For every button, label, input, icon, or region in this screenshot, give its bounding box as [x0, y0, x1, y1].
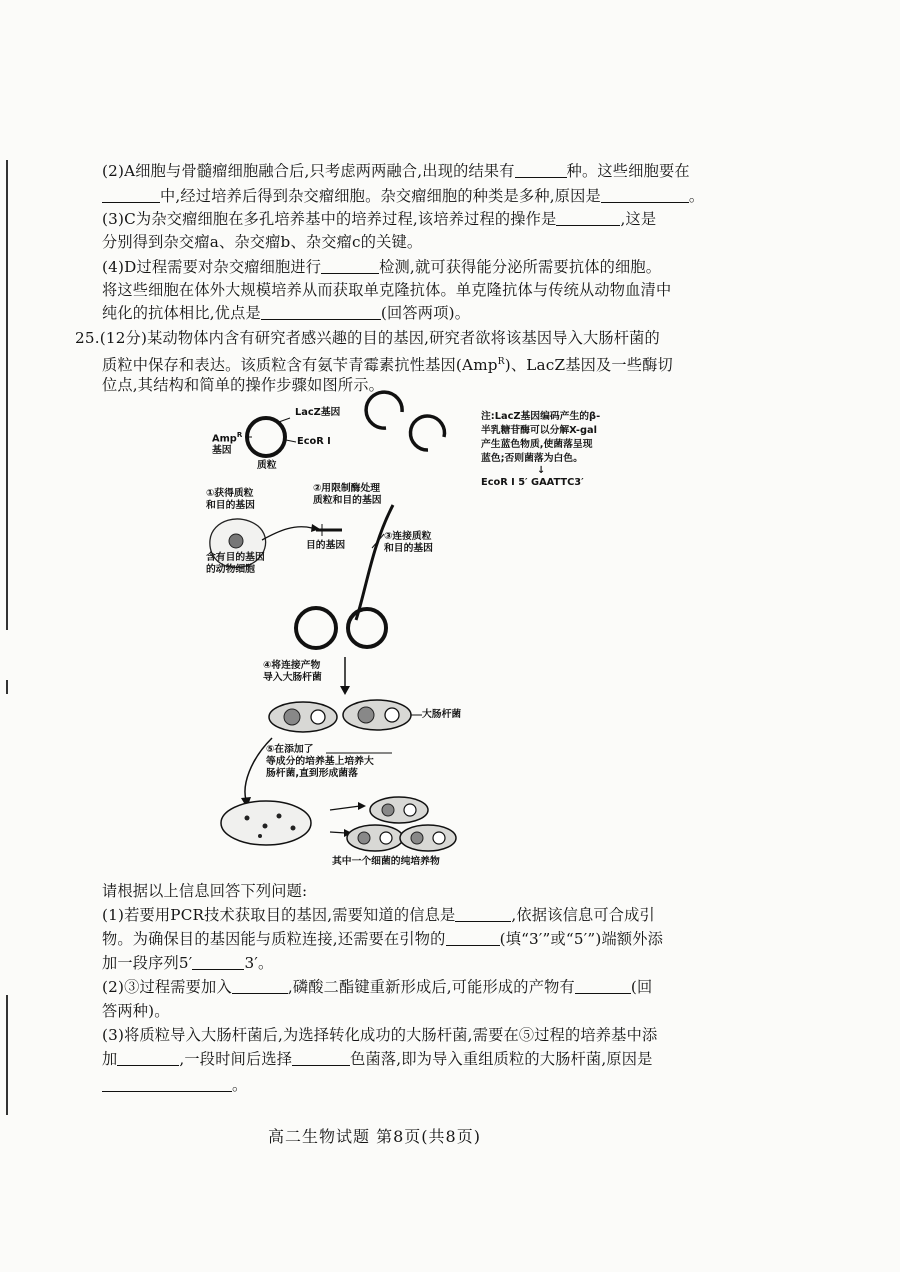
step5-label: ⑤在添加了 等成分的培养基上培养大 肠杆菌,直到形成菌落	[266, 744, 374, 779]
plasmid-circle	[247, 418, 285, 456]
pure-culture-cell-2	[347, 825, 403, 851]
colony	[258, 834, 262, 838]
figure-note: 注:LacZ基因编码产生的β- 半乳糖苷酶可以分解X-gal 产生蓝色物质,使菌落呈现 蓝色;否则菌落为白色。 ↓ EcoR I 5′ GAATTC3′	[481, 411, 601, 488]
q25-intro-line3: 位点,其结构和简单的操作步骤如图所示。	[102, 376, 385, 394]
target-gene-label: 目的基因	[306, 540, 346, 551]
arrow-to-culture-2	[330, 832, 346, 833]
answer-blank[interactable]	[102, 1076, 232, 1092]
q24-part3-line2: 分别得到杂交瘤a、杂交瘤b、杂交瘤c的关键。	[102, 233, 423, 251]
cell-plasmid	[433, 832, 445, 844]
q25-1-line2: 物。为确保目的基因能与质粒连接,还需要在引物的 (填“3′”或“5′”)端额外添	[102, 930, 664, 948]
step2-label: ②用限制酶处理 质粒和目的基因	[313, 483, 382, 506]
q24-part4-line3: 纯化的抗体相比,优点是 (回答两项)。	[102, 304, 471, 322]
cut-plasmid-2	[410, 416, 444, 450]
arrow-head	[358, 802, 366, 810]
answer-blank[interactable]	[117, 1050, 179, 1066]
q24-part2-line2: 中,经过培养后得到杂交瘤细胞。杂交瘤细胞的种类是多种,原因是 。	[102, 185, 732, 207]
ligation-pointer	[372, 534, 384, 548]
arrow-cell-to-gene	[262, 527, 312, 540]
answer-blank[interactable]	[292, 1050, 350, 1066]
answers-intro: 请根据以上信息回答下列问题:	[102, 882, 308, 900]
page-footer: 高二生物试题 第8页(共8页)	[268, 1127, 481, 1146]
plasmid-label: 质粒	[257, 460, 277, 471]
pure-culture-cell	[370, 797, 428, 823]
amp-gene-label: Amp$^R$ 基因	[212, 431, 243, 457]
step3-label: ③连接质粒 和目的基因	[384, 531, 433, 554]
cell-dna	[411, 832, 423, 844]
cell-plasmid	[404, 804, 416, 816]
ecori-pointer	[286, 440, 296, 442]
step4-label: ④将连接产物 导入大肠杆菌	[263, 660, 322, 683]
q25-3-line3: 。	[102, 1074, 732, 1096]
ecoli-dna-2	[358, 707, 374, 723]
empty-plasmid	[348, 609, 386, 647]
q25-1-line3: 加一段序列5′ 3′。	[102, 954, 274, 972]
cell-dna	[358, 832, 370, 844]
animal-cell-label: 含有目的基因 的动物细胞	[206, 552, 265, 575]
q24-part4-line1: (4)D过程需要对杂交瘤细胞进行 检测,就可获得能分泌所需要抗体的细胞。	[102, 258, 662, 276]
q25-2-line1: (2)③过程需要加入 ,磷酸二酯键重新形成后,可能形成的产物有 (回	[102, 978, 653, 996]
petri-dish	[221, 801, 311, 845]
arrow-head	[340, 686, 350, 695]
step1-label: ①获得质粒 和目的基因	[206, 488, 255, 511]
ecoli-cell	[269, 702, 337, 732]
q25-2-line2: 答两种)。	[102, 1002, 170, 1020]
q25-1-line1: (1)若要用PCR技术获取目的基因,需要知道的信息是 ,依据该信息可合成引	[102, 906, 655, 924]
colony	[277, 814, 282, 819]
answer-blank[interactable]	[575, 978, 631, 994]
ecoli-label: 大肠杆菌	[422, 709, 462, 720]
linear-plasmid	[356, 505, 393, 620]
ecori-site-label: EcoR I	[297, 436, 331, 447]
pure-culture-label: 其中一个细菌的纯培养物	[332, 856, 440, 867]
q25-intro-line2: 质粒中保存和表达。该质粒含有氨苄青霉素抗性基因(Amp$^R$)、LacZ基因及一些酶切	[102, 356, 673, 375]
ecoli-cell-2	[343, 700, 411, 730]
cell-dna	[382, 804, 394, 816]
q25-3-line1: (3)将质粒导入大肠杆菌后,为选择转化成功的大肠杆菌,需要在⑤过程的培养基中添	[102, 1026, 658, 1044]
answer-blank[interactable]	[446, 930, 500, 946]
ecoli-dna	[284, 709, 300, 725]
cell-nucleus	[229, 534, 243, 548]
colony	[245, 816, 250, 821]
ecoli-plasmid-2	[385, 708, 399, 722]
arrow-to-culture	[330, 806, 360, 810]
ecoli-plasmid	[311, 710, 325, 724]
lacz-gene-label: LacZ基因	[295, 407, 341, 418]
answer-blank[interactable]	[232, 978, 288, 994]
cell-plasmid	[380, 832, 392, 844]
recombinant-plasmid	[296, 608, 336, 648]
q25-3-line2: 加 ,一段时间后选择 色菌落,即为导入重组质粒的大肠杆菌,原因是	[102, 1050, 653, 1068]
colony	[263, 824, 268, 829]
q24-part4-line2: 将这些细胞在体外大规模培养从而获取单克隆抗体。单克隆抗体与传统从动物血清中	[102, 281, 672, 299]
answer-blank[interactable]	[192, 954, 244, 970]
colony	[291, 826, 296, 831]
q24-part3-line1: (3)C为杂交瘤细胞在多孔培养基中的培养过程,该培养过程的操作是 ,这是	[102, 210, 657, 228]
q25-intro-line1: 25.(12分)某动物体内含有研究者感兴趣的目的基因,研究者欲将该基因导入大肠杆菌的	[75, 329, 660, 347]
pure-culture-cell-3	[400, 825, 456, 851]
cut-plasmid	[366, 392, 402, 428]
answer-blank[interactable]	[455, 906, 511, 922]
q24-part2-line1: (2)A细胞与骨髓瘤细胞融合后,只考虑两两融合,出现的结果有 种。这些细胞要在	[102, 162, 690, 180]
